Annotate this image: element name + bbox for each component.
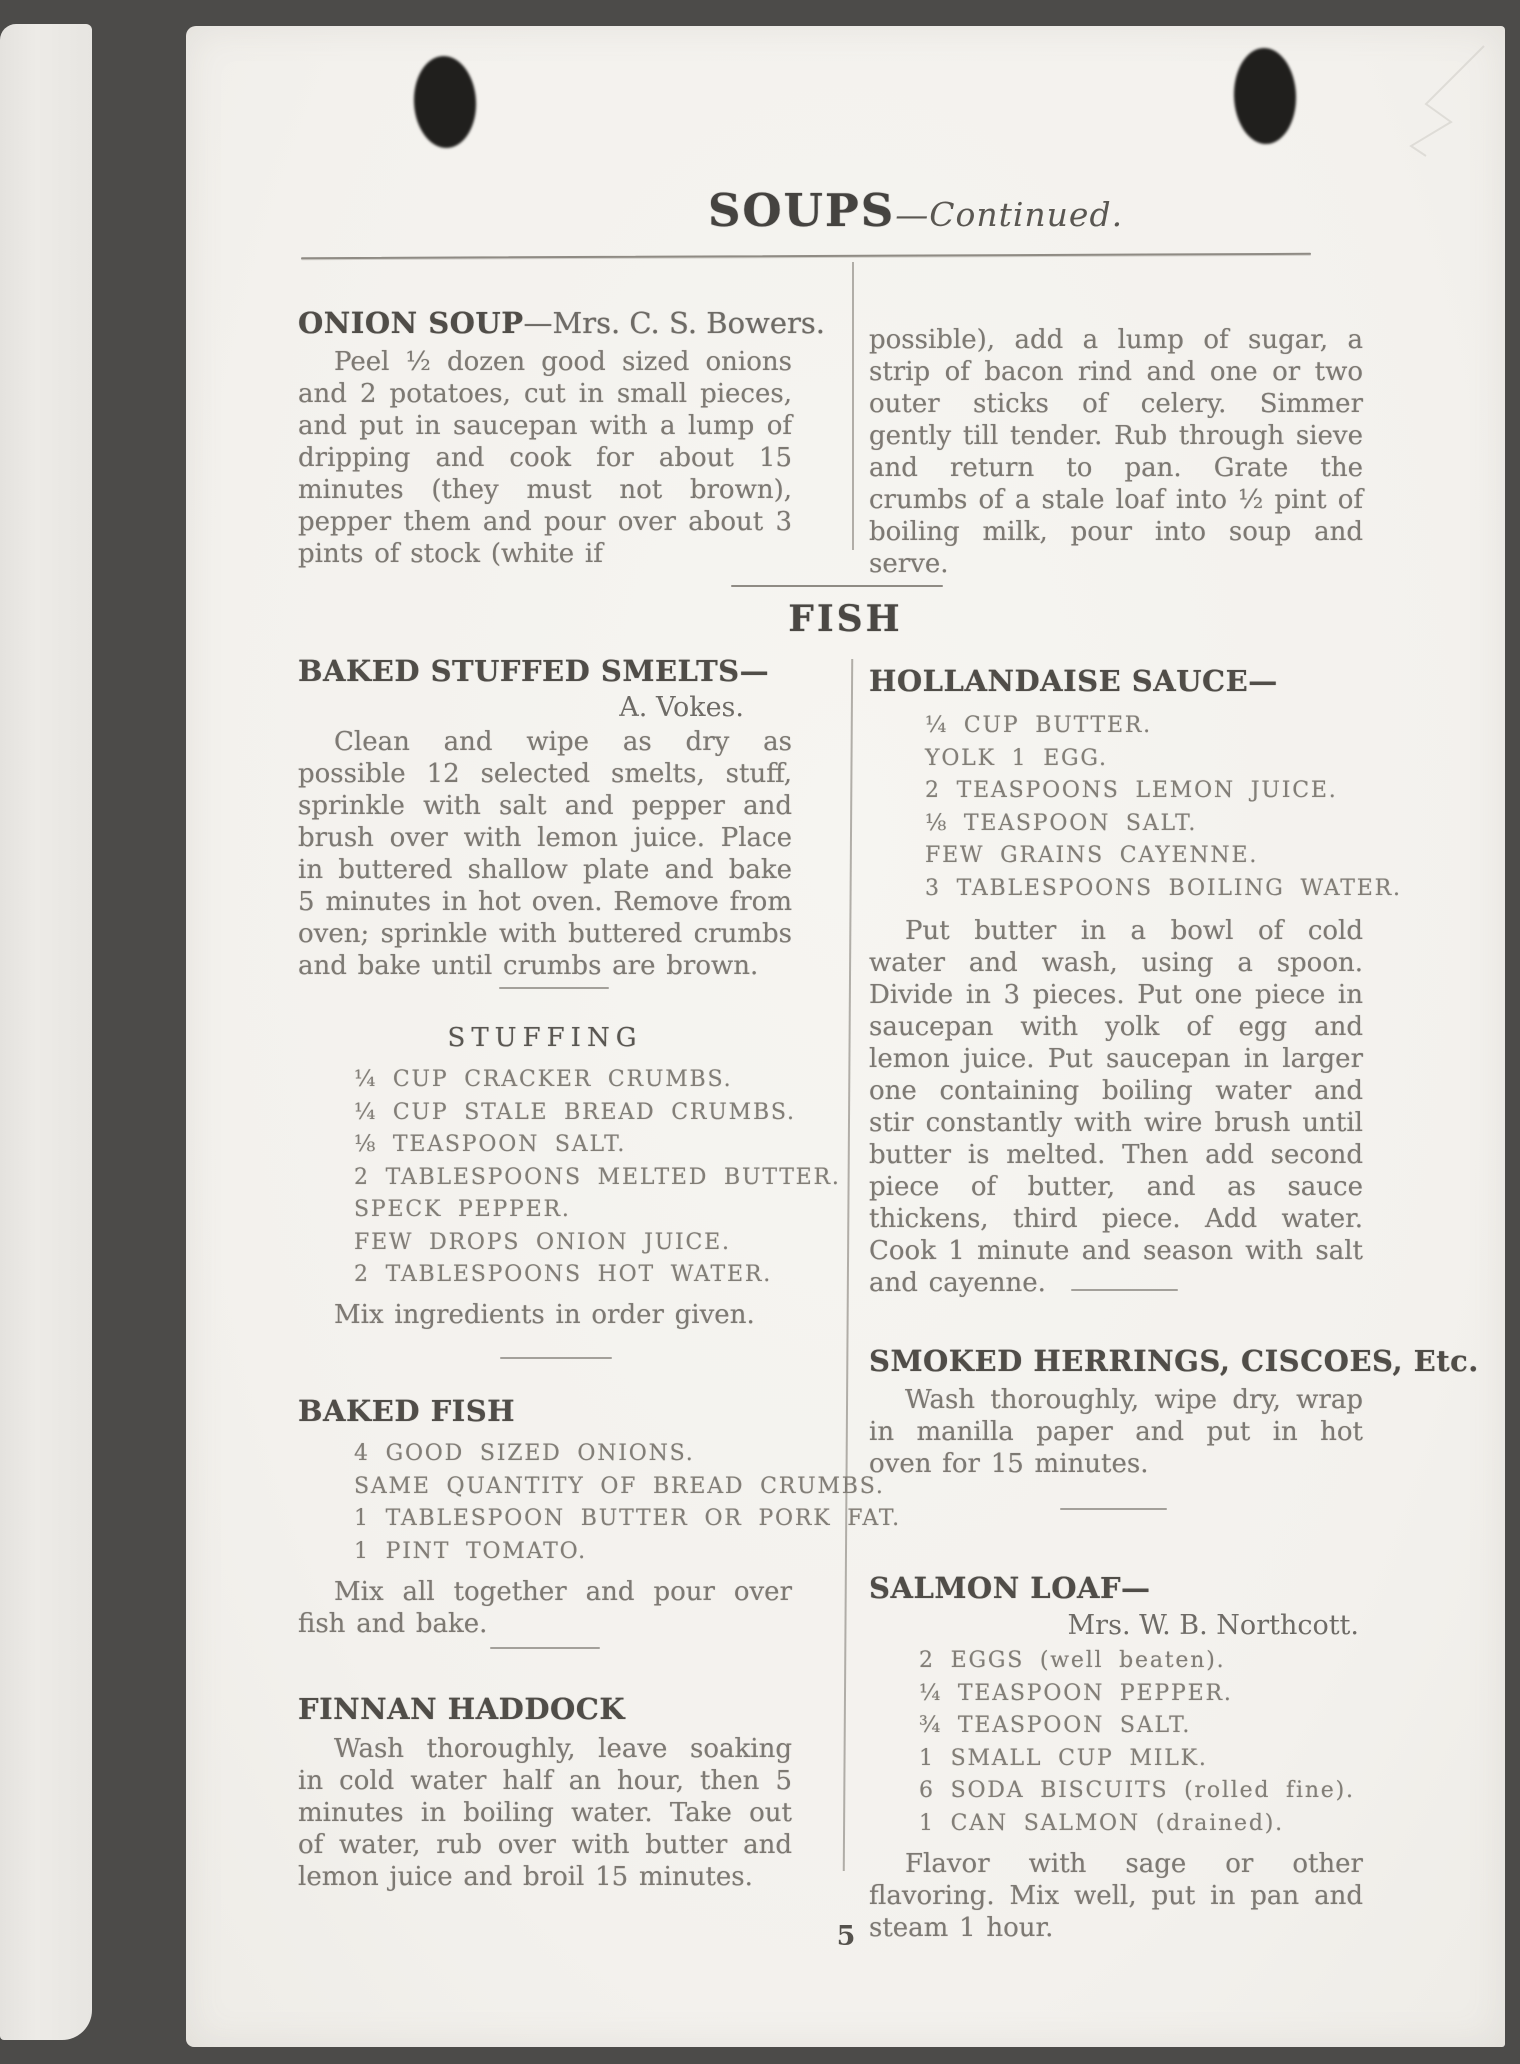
ingredient-list <box>298 1438 901 1568</box>
recipe-separator-rule <box>499 987 609 989</box>
recipe-body: Flavor with sage or other flavoring. Mix well, put in pan and steam 1 hour. <box>869 1849 1363 1943</box>
ingredient-line: ¼ CUP BUTTER. <box>925 713 1152 738</box>
paper-crease <box>1356 44 1486 164</box>
adjacent-page-edge <box>0 24 92 2040</box>
ingredient-line: 2 TEASPOONS LEMON JUICE. <box>925 778 1338 803</box>
ingredient-line: 2 EGGS (well beaten). <box>919 1648 1226 1673</box>
recipe-body: Peel ½ dozen good sized onions and 2 potatoes, cut in small pieces, and put in saucepan with a lump of dripping and cook for about 15 minutes (they must not brown), pepper them and pour over about 3 pints of stock (white if <box>298 347 792 569</box>
ingredient-list <box>869 1645 1363 1840</box>
section-rule <box>731 585 943 587</box>
recipe-separator-rule <box>490 1647 600 1649</box>
ingredient-line: ¾ TEASPOON SALT. <box>919 1713 1192 1738</box>
recipe-title-salmon-loaf: SALMON LOAF— <box>869 1571 1151 1605</box>
column-divider-soups <box>852 262 854 550</box>
ingredient-line: 1 SMALL CUP MILK. <box>919 1745 1208 1771</box>
ingredient-line: 6 SODA BISCUITS (rolled fine). <box>919 1778 1355 1803</box>
page-title-continued: —Continued. <box>895 195 1124 234</box>
recipe-title-smoked-herrings: SMOKED HERRINGS, CISCOES, Etc. <box>869 1344 1479 1378</box>
ingredient-line: ⅛ TEASPOON SALT. <box>925 810 1198 836</box>
ingredient-line: 2 TABLESPOONS HOT WATER. <box>354 1262 773 1287</box>
ingredient-line: ¼ TEASPOON PEPPER. <box>919 1680 1233 1706</box>
finnan-haddock-block <box>298 1692 792 1893</box>
recipe-body: Wash thoroughly, leave soaking in cold water half an hour, then 5 minutes in boiling water. Take out of water, rub over with butter and lemon juice and broil 15 minutes. <box>298 1734 792 1892</box>
ingredient-line: ¼ CUP STALE BREAD CRUMBS. <box>354 1099 796 1125</box>
recipe-body: Put butter in a bowl of cold water and wash, using a spoon. Divide in 3 pieces. Put one piece in saucepan with yolk of egg and lemon juice. Put saucepan in larger one containing boiling water and stir constantly with wire brush until butter is melted. Then add second piece of butter, and as sauce thickens, third piece. Add water. Cook 1 minute and season with salt and cayenne. <box>869 916 1363 1298</box>
recipe-title-onion-soup <box>298 306 825 340</box>
recipe-separator-rule <box>1060 1508 1167 1510</box>
page-header <box>256 184 1520 237</box>
page-title: SOUPS <box>707 184 896 237</box>
soups-left-column <box>298 306 825 570</box>
ingredient-line: ¼ CUP CRACKER CRUMBS. <box>354 1067 733 1092</box>
ingredient-line: FEW DROPS ONION JUICE. <box>354 1229 731 1255</box>
ingredient-line: YOLK 1 EGG. <box>925 745 1108 771</box>
column-divider-fish <box>843 659 853 1871</box>
salmon-loaf-block <box>869 1571 1363 1944</box>
recipe-attribution: Mrs. W. B. Northcott. <box>1067 1610 1359 1641</box>
baked-fish-block <box>298 1394 901 1640</box>
recipe-body: Wash thoroughly, wipe dry, wrap in manilla paper and put in hot oven for 15 minutes. <box>869 1385 1363 1479</box>
soups-right-column <box>869 324 1363 580</box>
recipe-body-continuation: possible), add a lump of sugar, a strip of bacon rind and one or two outer sticks of celery. Simmer gently till tender. Rub through sieve and return to pan. Grate the crumbs of a stale loaf into ½ pint of boiling milk, pour into soup and serve. <box>869 325 1363 579</box>
ingredient-line: SAME QUANTITY OF BREAD CRUMBS. <box>354 1473 885 1499</box>
recipe-title-finnan-haddock: FINNAN HADDOCK <box>298 1692 626 1726</box>
cookbook-page <box>186 26 1505 2047</box>
recipe-instruction: Mix all together and pour over fish and bake. <box>298 1577 792 1639</box>
ingredient-line: FEW GRAINS CAYENNE. <box>925 843 1259 868</box>
recipe-separator-rule <box>1071 1289 1178 1291</box>
header-rule <box>301 253 1311 259</box>
ingredient-line: 3 TABLESPOONS BOILING WATER. <box>925 875 1402 901</box>
ingredient-line: 2 TABLESPOONS MELTED BUTTER. <box>354 1164 841 1190</box>
ingredient-line: 1 CAN SALMON (drained). <box>919 1810 1284 1836</box>
hollandaise-block <box>869 664 1402 1299</box>
ingredient-line: 1 TABLESPOON BUTTER OR PORK FAT. <box>354 1506 901 1531</box>
punch-hole-right <box>1232 47 1297 145</box>
recipe-title-baked-stuffed-smelts: BAKED STUFFED SMELTS— <box>298 654 770 688</box>
ingredient-line: 4 GOOD SIZED ONIONS. <box>354 1441 695 1466</box>
fish-left-column <box>298 654 792 982</box>
ingredient-line: ⅛ TEASPOON SALT. <box>354 1132 627 1157</box>
recipe-title-hollandaise: HOLLANDAISE SAUCE— <box>869 664 1278 698</box>
smoked-herrings-block <box>869 1344 1479 1480</box>
ingredient-list <box>298 1064 841 1292</box>
section-title-fish: FISH <box>788 598 903 640</box>
page-number: 5 <box>836 1921 856 1952</box>
recipe-title: ONION SOUP <box>298 306 524 340</box>
recipe-attribution: —Mrs. C. S. Bowers. <box>523 306 825 340</box>
recipe-title-baked-fish: BAKED FISH <box>298 1394 516 1428</box>
recipe-attribution: A. Vokes. <box>619 692 744 723</box>
recipe-title-stuffing: STUFFING <box>447 1023 643 1053</box>
punch-hole-left <box>412 54 479 149</box>
stuffing-block <box>298 1023 841 1331</box>
ingredient-line: 1 PINT TOMATO. <box>354 1538 587 1564</box>
recipe-instruction: Mix ingredients in order given. <box>334 1299 755 1330</box>
recipe-separator-rule <box>500 1357 612 1359</box>
ingredient-list <box>869 710 1402 905</box>
recipe-body: Clean and wipe as dry as possible 12 selected smelts, stuff, sprinkle with salt and pepper and brush over with lemon juice. Place in buttered shallow plate and bake 5 minutes in hot oven. Remove from oven; sprinkle with buttered crumbs and bake until crumbs are brown. <box>298 727 792 981</box>
ingredient-line: SPECK PEPPER. <box>354 1197 571 1222</box>
